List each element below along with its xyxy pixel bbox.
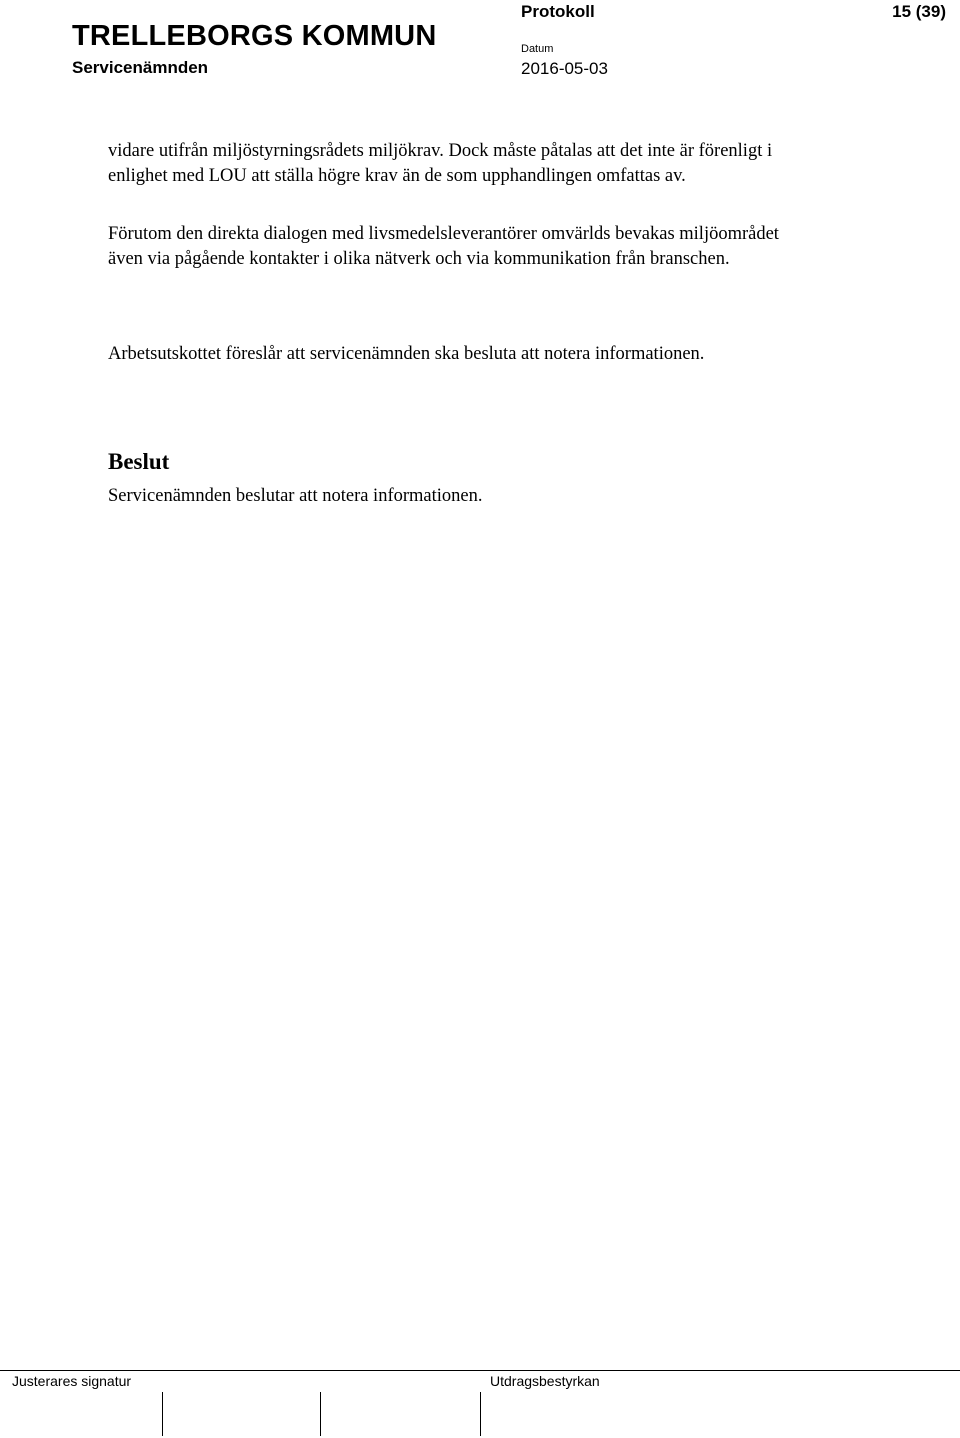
date-label: Datum — [521, 43, 554, 55]
signature-box-divider — [480, 1392, 481, 1436]
organization-name: TRELLEBORGS KOMMUN — [72, 20, 437, 52]
signature-label: Justerares signatur — [12, 1373, 132, 1389]
paragraph-3: Arbetsutskottet föreslår att servicenämnden ska besluta att notera informationen. — [108, 344, 705, 364]
paragraph-2: Förutom den direkta dialogen med livsmedelsleverantörer omvärlds bevakas miljöområdet även via pågående kontakter i olika nätverk och via kommunikation från branschen. — [108, 224, 779, 269]
document-date: 2016-05-03 — [521, 59, 608, 78]
department-name: Servicenämnden — [72, 58, 209, 77]
paragraph-1: vidare utifrån miljöstyrningsrådets miljökrav. Dock måste påtalas att det inte är förenligt i enlighet med LOU att ställa högre krav än de som upphandlingen omfattas av. — [108, 141, 773, 186]
signature-box-divider — [162, 1392, 163, 1436]
footer-divider — [0, 1370, 960, 1371]
page-number: 15 (39) — [892, 2, 946, 21]
certification-label: Utdragsbestyrkan — [490, 1373, 600, 1389]
signature-box-divider — [320, 1392, 321, 1436]
decision-text: Servicenämnden beslutar att notera informationen. — [108, 486, 483, 506]
document-type: Protokoll — [521, 2, 595, 21]
decision-heading: Beslut — [108, 449, 170, 474]
